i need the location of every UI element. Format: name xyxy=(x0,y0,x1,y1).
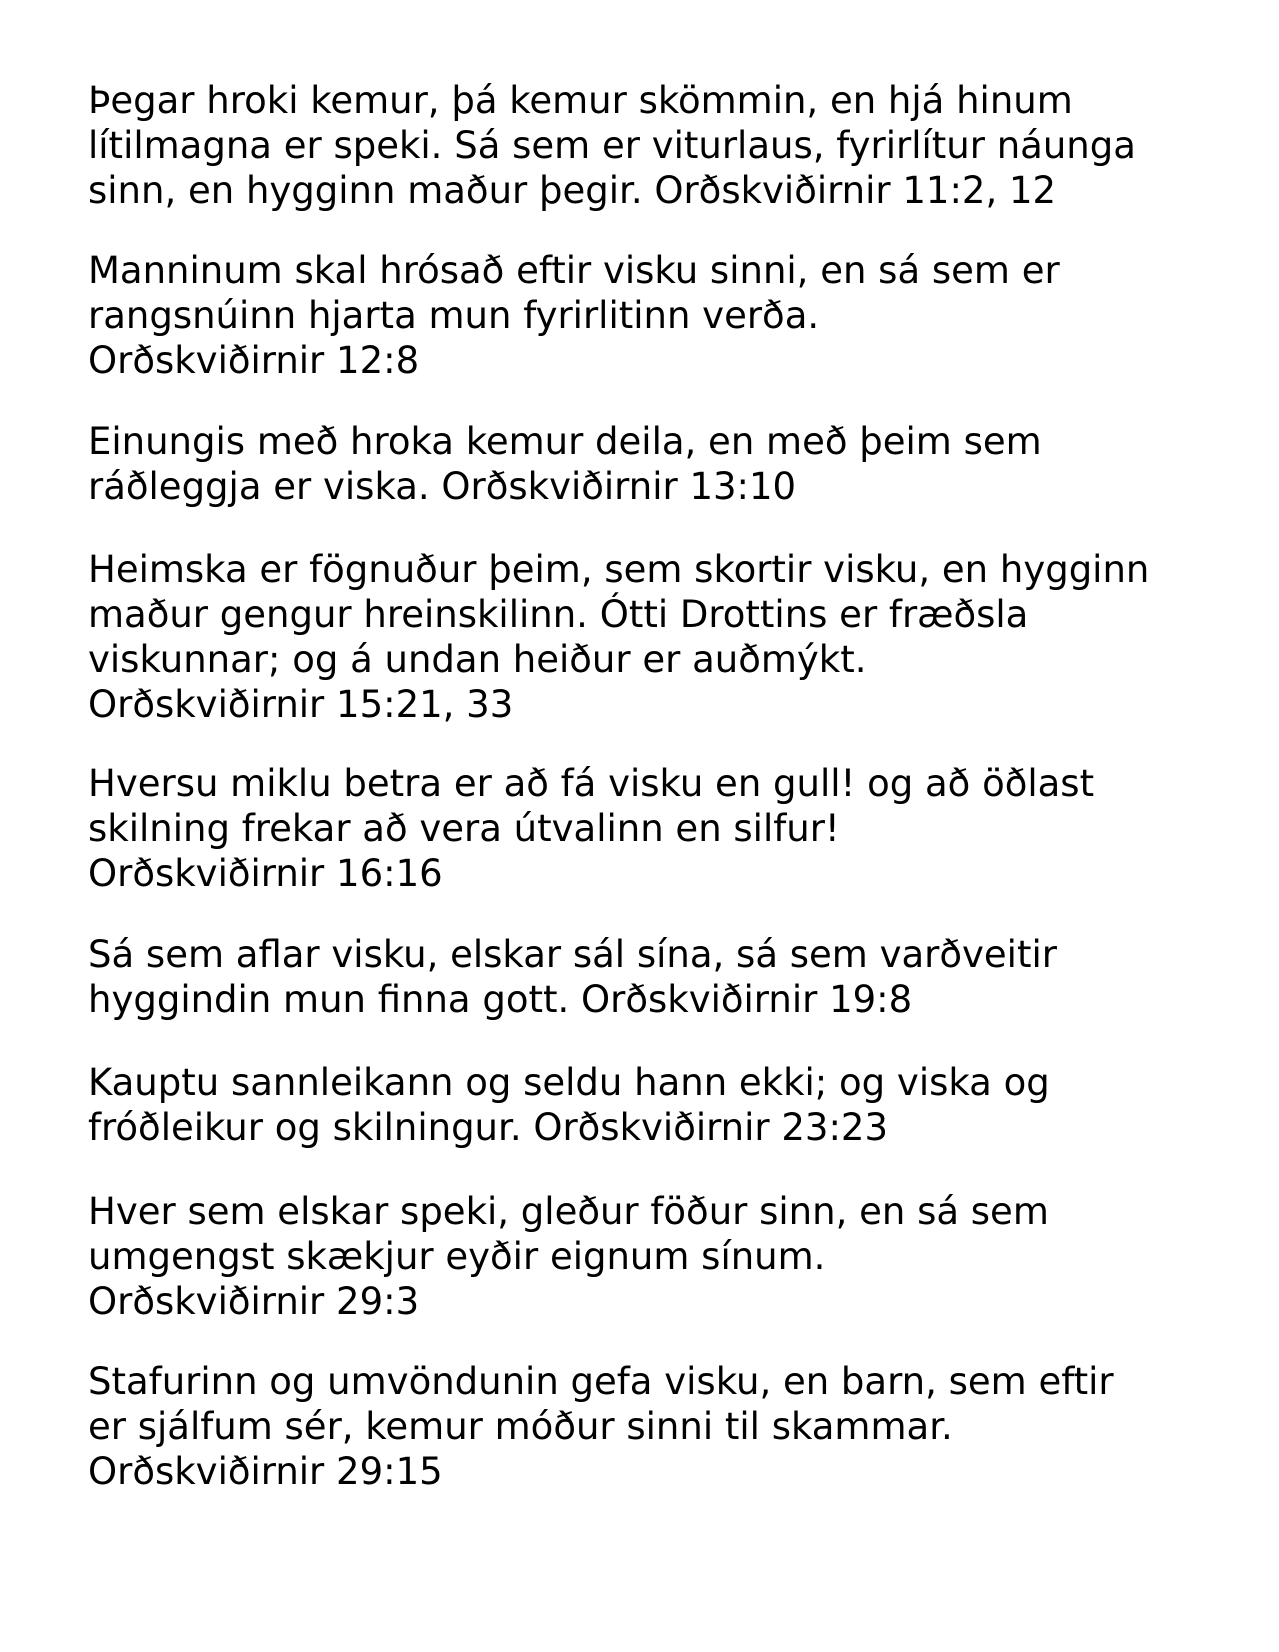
text-line: Orðskviðirnir 16:16 xyxy=(88,852,443,895)
text-line: Heimska er fögnuður þeim, sem skortir visku, en hygginn xyxy=(88,548,1150,591)
text-line: Manninum skal hrósað eftir visku sinni, en sá sem er xyxy=(88,249,1060,292)
text-line: hyggindin mun finna gott. Orðskviðirnir 19:8 xyxy=(88,978,913,1021)
text-line: Orðskviðirnir 12:8 xyxy=(88,339,420,382)
passage-proverbs-16 xyxy=(88,761,1248,896)
text-line: er sjálfum sér, kemur móður sinni til skammar. xyxy=(88,1405,953,1448)
text-line: skilning frekar að vera útvalinn en silfur! xyxy=(88,807,840,850)
text-line: ráðleggja er viska. Orðskviðirnir 13:10 xyxy=(88,465,797,508)
passage-proverbs-13 xyxy=(88,419,1248,509)
text-line: viskunnar; og á undan heiður er auðmýkt. xyxy=(88,638,867,681)
text-line: rangsnúinn hjarta mun fyrirlitinn verða. xyxy=(88,294,820,337)
text-line: Orðskviðirnir 29:3 xyxy=(88,1280,420,1323)
text-line: Stafurinn og umvöndunin gefa visku, en barn, sem eftir xyxy=(88,1360,1114,1403)
text-line: Kauptu sannleikann og seldu hann ekki; og viska og xyxy=(88,1061,1050,1104)
text-line: Hversu miklu betra er að fá visku en gull! og að öðlast xyxy=(88,762,1095,805)
text-line: maður gengur hreinskilinn. Ótti Drottins er fræðsla xyxy=(88,593,1029,636)
text-line: sinn, en hygginn maður þegir. Orðskviðirnir 11:2, 12 xyxy=(88,169,1057,212)
passage-proverbs-29-15 xyxy=(88,1359,1248,1494)
passage-proverbs-15 xyxy=(88,547,1248,727)
text-line: fróðleikur og skilningur. Orðskviðirnir 23:23 xyxy=(88,1106,888,1149)
passage-proverbs-12 xyxy=(88,248,1248,383)
text-line: Þegar hroki kemur, þá kemur skömmin, en hjá hinum xyxy=(88,79,1073,122)
passage-proverbs-19 xyxy=(88,932,1248,1022)
text-line: lítilmagna er speki. Sá sem er viturlaus, fyrirlítur náunga xyxy=(88,124,1136,167)
text-line: Einungis með hroka kemur deila, en með þeim sem xyxy=(88,420,1042,463)
passage-proverbs-11 xyxy=(88,78,1248,213)
passage-proverbs-29-3 xyxy=(88,1189,1248,1324)
passage-proverbs-23 xyxy=(88,1060,1248,1150)
text-line: Orðskviðirnir 15:21, 33 xyxy=(88,683,514,726)
text-line: Sá sem aflar visku, elskar sál sína, sá sem varðveitir xyxy=(88,933,1057,976)
text-line: Hver sem elskar speki, gleður föður sinn, en sá sem xyxy=(88,1190,1049,1233)
text-line: umgengst skækjur eyðir eignum sínum. xyxy=(88,1235,826,1278)
text-line: Orðskviðirnir 29:15 xyxy=(88,1450,443,1493)
